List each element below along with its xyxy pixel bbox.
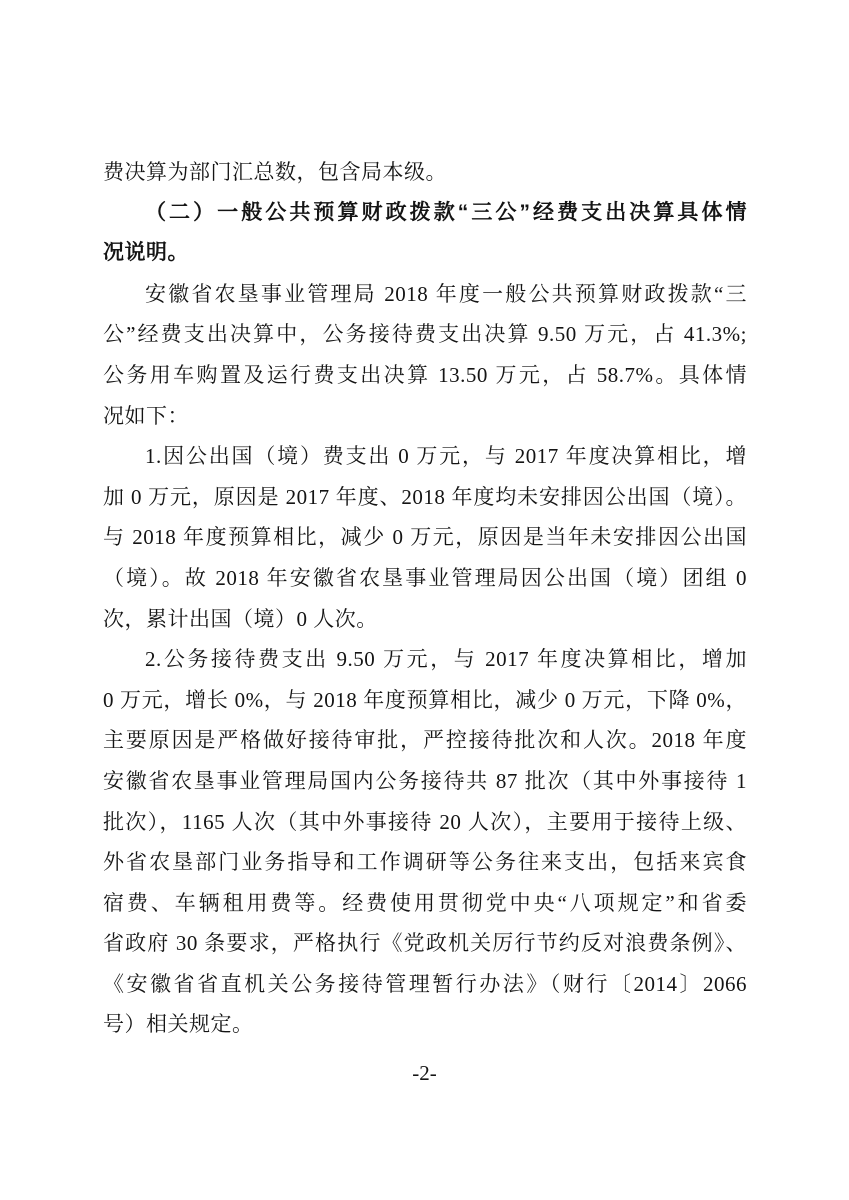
body-line: 2.公务接待费支出 9.50 万元，与 2017 年度决算相比，增加 <box>145 647 747 672</box>
body-line: 省政府 30 条要求，严格执行《党政机关厉行节约反对浪费条例》、 <box>103 931 747 956</box>
body-line: 宿费、车辆租用费等。经费使用贯彻党中央“八项规定”和省委 <box>103 890 747 915</box>
body-line: 安徽省农垦事业管理局 2018 年度一般公共预算财政拨款“三 <box>145 281 747 306</box>
body-line: 0 万元，增长 0%，与 2018 年度预算相比，减少 0 万元，下降 0%， <box>103 687 747 712</box>
body-line: 次，累计出国（境）0 人次。 <box>103 606 378 631</box>
document-body <box>103 152 747 1045</box>
body-line: 批次），1165 人次（其中外事接待 20 人次），主要用于接待上级、 <box>103 809 747 834</box>
body-line: 与 2018 年度预算相比，减少 0 万元，原因是当年未安排因公出国 <box>103 525 747 550</box>
body-line: 外省农垦部门业务指导和工作调研等公务往来支出，包括来宾食 <box>103 850 747 875</box>
body-line: 安徽省农垦事业管理局国内公务接待共 87 批次（其中外事接待 1 <box>103 768 747 793</box>
body-line: 费决算为部门汇总数，包含局本级。 <box>103 160 447 184</box>
body-line: 主要原因是严格做好接待审批，严控接待批次和人次。2018 年度 <box>103 728 747 753</box>
body-line: 况如下： <box>103 403 189 428</box>
body-line: 1.因公出国（境）费支出 0 万元，与 2017 年度决算相比，增 <box>145 444 747 469</box>
page-number: -2- <box>412 1061 437 1085</box>
body-line: （境）。故 2018 年安徽省农垦事业管理局因公出国（境）团组 0 <box>103 565 747 590</box>
body-line: 公务用车购置及运行费支出决算 13.50 万元，占 58.7%。具体情 <box>103 362 747 387</box>
body-line: 号）相关规定。 <box>103 1012 254 1037</box>
body-line: 公”经费支出决算中，公务接待费支出决算 9.50 万元，占 41.3%; <box>103 322 747 347</box>
section-heading-line: （二）一般公共预算财政拨款“三公”经费支出决算具体情 <box>145 200 747 224</box>
body-line: 《安徽省省直机关公务接待管理暂行办法》（财行〔2014〕2066 <box>103 971 747 996</box>
body-line: 加 0 万元，原因是 2017 年度、2018 年度均未安排因公出国（境）。 <box>103 484 747 509</box>
section-heading-line: 况说明。 <box>103 241 189 265</box>
